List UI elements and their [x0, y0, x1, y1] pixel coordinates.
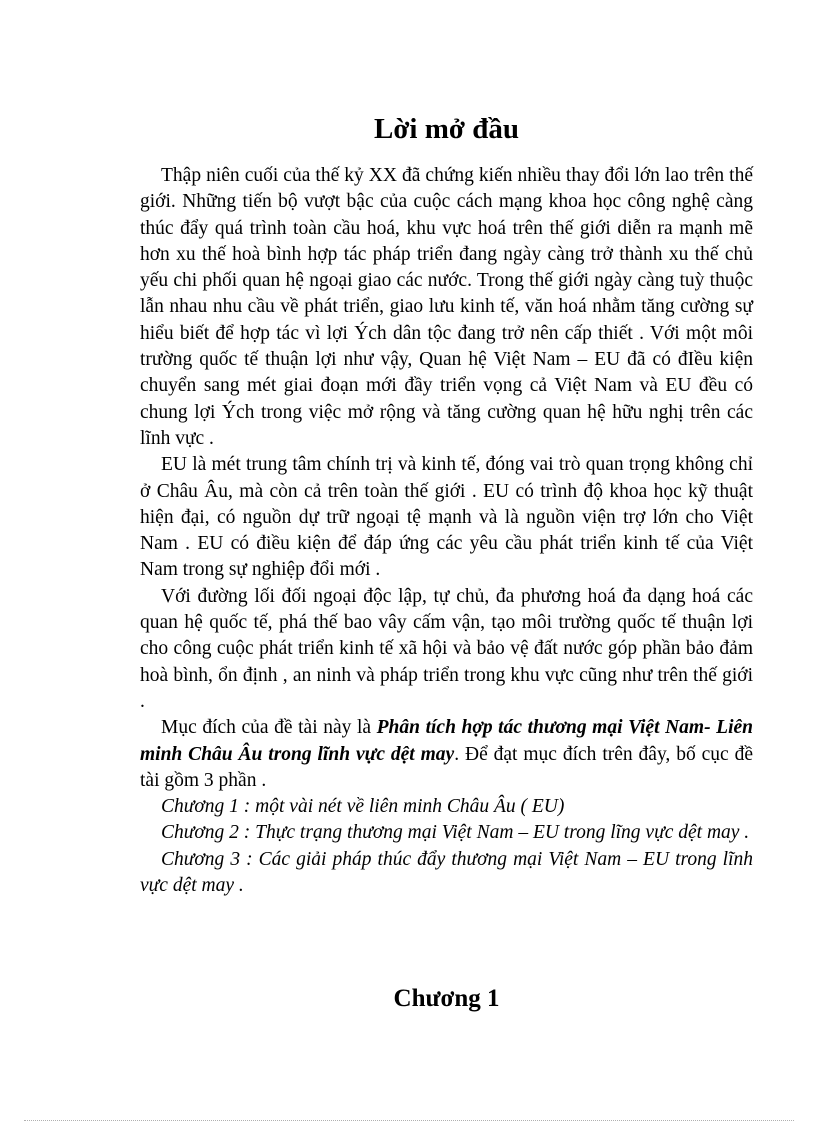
paragraph-intro: Thập niên cuối của thế kỷ XX đã chứng kiến nhiều thay đổi lớn lao trên thế giới. Những tiến bộ vượt bậc của cuộc cách mạng khoa học công nghệ càng thúc đẩy quá trình toàn cầu hoá, khu vực hoá trên thế giới diễn ra mạnh mẽ hơn xu thế hoà bình hợp tác pháp triển đang ngày càng trở thành xu thế chủ yếu chi phối quan hệ ngoại giao các nước. Trong thế giới ngày càng tuỳ thuộc lẫn nhau nhu cầu về phát triển, giao lưu kinh tế, văn hoá nhằm tăng cường sự hiểu biết để hợp tác vì lợi Ých dân tộc đang trở nên cấp thiết . Với một môi trường quốc tế thuận lợi như vậy, Quan hệ Việt Nam – EU đã có đIều kiện chuyển sang mét giai đoạn mới đầy triển vọng cả Việt Nam và EU đều có chung lợi Ých trong việc mở rộng và tăng cường quan hệ hữu nghị trên các lĩnh vực .: [140, 165, 753, 449]
purpose-emphasis: Phân tích hợp tác thương mại Việt Nam- Liên minh Châu Âu trong lĩnh vực dệt may: [140, 717, 754, 765]
paragraph-eu: EU là mét trung tâm chính trị và kinh tế, đóng vai trò quan trọng không chỉ ở Châu Âu, mà còn cả trên toàn thế giới . EU có trình độ khoa học kỹ thuật hiện đại, có nguồn dự trữ ngoại tệ mạnh và là nguồn viện trợ lớn cho Việt Nam . EU có điều kiện để đáp ứng các yêu cầu phát triển kinh tế của Việt Nam trong sự nghiệp đổi mới .: [140, 454, 753, 581]
chapter-heading: Chương 1: [393, 985, 500, 1012]
purpose-lead: Mục đích của đề tài này là: [161, 717, 377, 739]
chapter-outline-2: Chương 2 : Thực trạng thương mại Việt Nam – EU trong lĩng vực dệt may .: [161, 822, 750, 844]
page-title: Lời mở đầu: [374, 113, 519, 145]
document-body: [140, 163, 753, 899]
purpose-tail: . Để đạt mục đích trên đây, bố cục đề tài gồm 3 phần .: [140, 743, 753, 791]
paragraph-purpose: [140, 715, 753, 794]
chapter-outline-1: Chương 1 : một vài nét về liên minh Châu Âu ( EU): [161, 796, 565, 818]
chapter-outline-3: Chương 3 : Các giải pháp thúc đẩy thương mại Việt Nam – EU trong lĩnh vực dệt may .: [140, 848, 753, 897]
paragraph-policy: Với đường lối đối ngoại độc lập, tự chủ, đa phương hoá đa dạng hoá các quan hệ quốc tế, phá thế bao vây cấm vận, tạo môi trường quốc tế thuận lợi cho công cuộc phát triển kinh tế xã hội và bảo vệ đất nước góp phần bảo đảm hoà bình, ổn định , an ninh và pháp triển trong khu vực cũng như trên thế giới .: [140, 585, 753, 712]
page-bottom-divider: [24, 1120, 794, 1121]
